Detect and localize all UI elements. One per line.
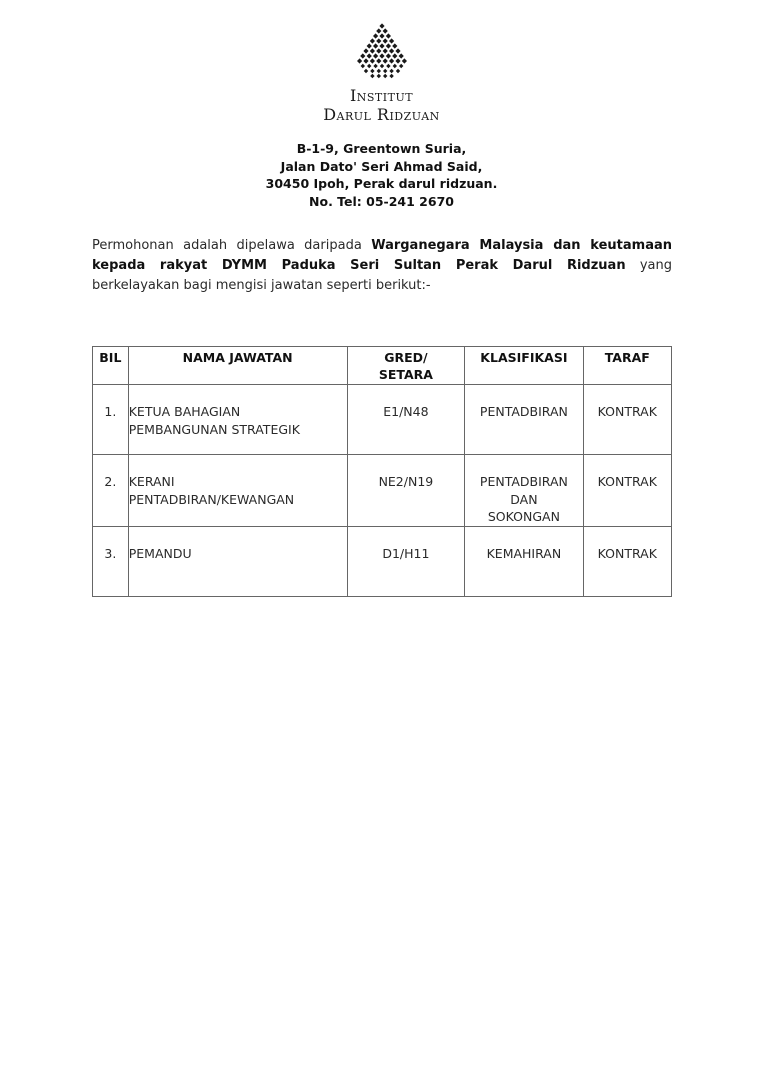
header-gred-setara	[347, 347, 465, 385]
logo-lattice-mark	[357, 58, 362, 63]
header-taraf: TARAF	[583, 347, 671, 385]
header-gred-line-2: SETARA	[378, 367, 433, 382]
nama-line-2: PENTADBIRAN/KEWANGAN	[128, 491, 295, 507]
nama-line-2: PEMBANGUNAN STRATEGIK	[128, 421, 300, 437]
logo-lattice-mark	[360, 64, 364, 68]
logo-lattice-mark	[395, 69, 399, 73]
logo-lattice-mark	[382, 38, 387, 43]
logo-lattice-mark	[373, 64, 377, 68]
cell-klasifikasi	[465, 385, 583, 455]
intro-bold-text: Warganegara Malaysia dan keutamaan kepada rakyat DYMM Paduka Seri Sultan Perak Darul Ridzuan	[92, 238, 672, 273]
cell-gred: E1/N48	[347, 385, 465, 455]
cell-taraf: KONTRAK	[583, 526, 671, 596]
logo-lattice-mark	[373, 53, 378, 58]
table-row	[93, 526, 672, 596]
logo-lattice-mark	[398, 53, 403, 58]
cell-nama-jawatan	[128, 385, 347, 455]
cell-bil: 1.	[93, 385, 129, 455]
logo-lattice-mark	[392, 43, 397, 48]
logo-lattice-mark	[392, 53, 397, 58]
logo-lattice-mark	[395, 58, 400, 63]
logo-lattice-mark	[367, 64, 371, 68]
nama-line-1: KERANI	[128, 474, 175, 489]
logo-line-1: Institut	[349, 86, 414, 105]
logo-lattice-mark	[395, 48, 400, 53]
logo-lattice-mark	[379, 64, 383, 68]
klas-line-1: KEMAHIRAN	[486, 545, 562, 561]
klas-line-3: SOKONGAN	[487, 509, 560, 524]
logo-lattice-mark	[376, 74, 380, 78]
address-line-3: 30450 Ipoh, Perak darul ridzuan.	[265, 176, 498, 191]
intro-text-1: Permohonan adalah dipelawa daripada	[92, 238, 372, 253]
cell-nama-jawatan	[128, 455, 347, 527]
klas-line-2: DAN	[510, 491, 538, 507]
logo-emblem-icon	[352, 22, 412, 82]
logo-lattice-mark	[382, 48, 387, 53]
logo-lattice-mark	[382, 28, 387, 33]
cell-taraf: KONTRAK	[583, 455, 671, 527]
logo-lattice-mark	[366, 43, 371, 48]
logo-line-2: Darul Ridzuan	[323, 105, 440, 124]
logo-lattice-mark	[376, 58, 381, 63]
klas-line-1: PENTADBIRAN	[479, 404, 568, 419]
logo-wordmark	[0, 86, 763, 124]
logo-lattice-mark	[401, 58, 406, 63]
header-nama-jawatan: NAMA JAWATAN	[128, 347, 347, 385]
cell-gred: D1/H11	[347, 526, 465, 596]
logo-lattice-mark	[386, 64, 390, 68]
logo-lattice-mark	[383, 74, 387, 78]
logo-lattice-mark	[363, 69, 367, 73]
cell-gred: NE2/N19	[347, 455, 465, 527]
intro-text-2: yang berkelayakan bagi mengisi jawatan seperti berikut:-	[92, 258, 672, 293]
address-line-2: Jalan Dato' Seri Ahmad Said,	[280, 158, 483, 174]
cell-klasifikasi	[465, 455, 583, 527]
table-header-row	[93, 347, 672, 385]
logo-lattice-mark	[389, 48, 394, 53]
logo-lattice-mark	[379, 33, 384, 38]
cell-bil: 3.	[93, 526, 129, 596]
logo-lattice-mark	[399, 64, 403, 68]
logo-lattice-mark	[370, 74, 374, 78]
logo-lattice-mark	[389, 38, 394, 43]
logo-lattice-mark	[385, 43, 390, 48]
logo-lattice-mark	[389, 69, 393, 73]
header-gred-line-1: GRED/	[384, 350, 428, 365]
header-bil: BIL	[93, 347, 129, 385]
cell-taraf: KONTRAK	[583, 385, 671, 455]
cell-klasifikasi	[465, 526, 583, 596]
intro-paragraph	[92, 236, 672, 296]
logo-lattice-mark	[389, 74, 393, 78]
logo-lattice-mark	[360, 53, 365, 58]
institute-logo	[0, 22, 763, 124]
logo-lattice-mark	[379, 43, 384, 48]
table-row	[93, 455, 672, 527]
logo-lattice-mark	[382, 58, 387, 63]
address-block	[0, 140, 763, 210]
logo-lattice-mark	[363, 58, 368, 63]
nama-line-1: KETUA BAHAGIAN	[128, 404, 241, 419]
logo-lattice-mark	[392, 64, 396, 68]
logo-lattice-mark	[369, 48, 374, 53]
address-line-1: B-1-9, Greentown Suria,	[296, 141, 467, 156]
logo-lattice-mark	[373, 43, 378, 48]
logo-lattice-mark	[369, 38, 374, 43]
phone-line: No. Tel: 05-241 2670	[309, 193, 454, 209]
nama-line-1: PEMANDU	[128, 545, 192, 561]
logo-lattice-mark	[376, 69, 380, 73]
vacancy-table	[92, 346, 672, 597]
logo-lattice-mark	[376, 38, 381, 43]
logo-lattice-mark	[389, 58, 394, 63]
logo-lattice-mark	[379, 53, 384, 58]
logo-lattice-mark	[376, 28, 381, 33]
logo-lattice-mark	[366, 53, 371, 58]
cell-nama-jawatan	[128, 526, 347, 596]
table-row	[93, 385, 672, 455]
header-klasifikasi: KLASIFIKASI	[465, 347, 583, 385]
logo-lattice-mark	[376, 48, 381, 53]
klas-line-1: PENTADBIRAN	[479, 474, 568, 489]
logo-lattice-mark	[385, 53, 390, 58]
logo-lattice-mark	[385, 33, 390, 38]
logo-lattice-mark	[369, 58, 374, 63]
logo-lattice-mark	[383, 69, 387, 73]
logo-lattice-mark	[379, 23, 384, 28]
logo-lattice-mark	[370, 69, 374, 73]
cell-bil: 2.	[93, 455, 129, 527]
logo-lattice-mark	[363, 48, 368, 53]
logo-lattice-mark	[373, 33, 378, 38]
